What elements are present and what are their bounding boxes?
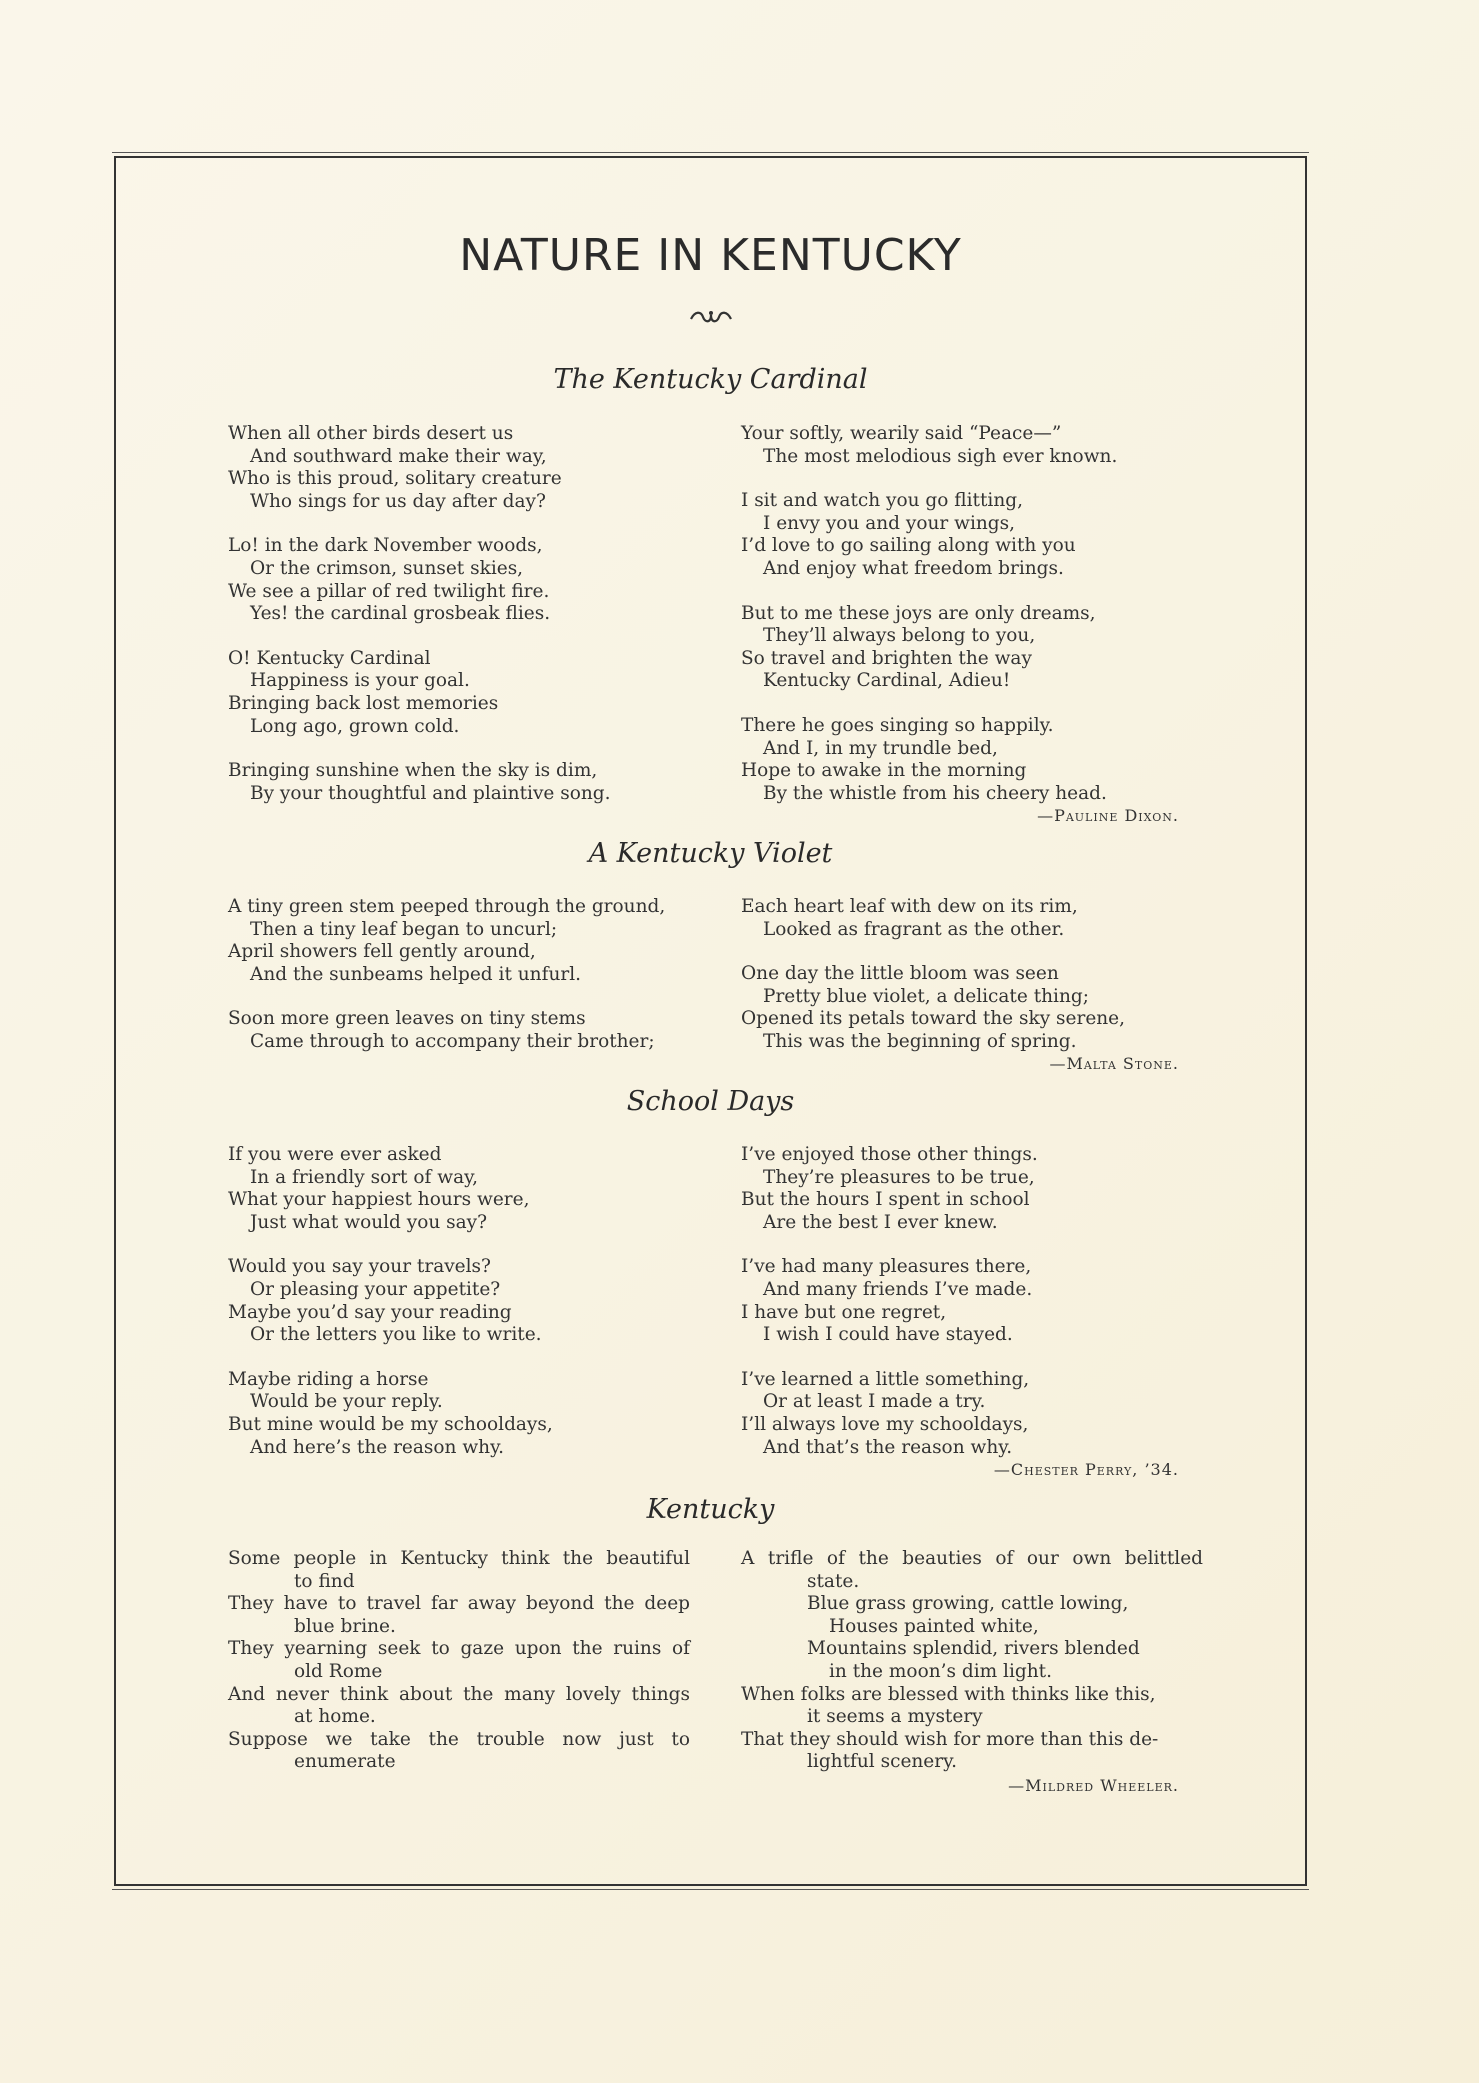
poem-line: April showers fell gently around, (228, 941, 536, 963)
poem-title-cardinal: The Kentucky Cardinal (553, 364, 868, 395)
poem-line: Or pleasing your appetite? (250, 1278, 501, 1300)
poem-line: Hope to awake in the morning (741, 760, 1027, 782)
poem-line: I envy you and your wings, (763, 512, 1015, 534)
poem-line: lightful scenery. (807, 1751, 957, 1773)
poem-line: O! Kentucky Cardinal (228, 647, 431, 669)
poem-line: There he goes singing so happily. (741, 714, 1054, 736)
poem-line: I’ve had many pleasures there, (741, 1256, 1032, 1278)
poem-line: When folks are blessed with thinks like this, (741, 1683, 1156, 1705)
stanza (228, 423, 611, 513)
poem-line: One day the little bloom was seen (741, 963, 1059, 985)
poem-line: If you were ever asked (228, 1144, 442, 1165)
poem-line: In a friendly sort of way, (250, 1166, 478, 1188)
poem-line: Bringing back lost memories (228, 692, 499, 714)
page-title: NATURE IN KENTUCKY (459, 230, 962, 281)
poem-line: They’re pleasures to be true, (763, 1166, 1035, 1188)
poem-kentucky-left-column (228, 1548, 690, 1774)
ornament-flourish-icon (116, 306, 1305, 331)
poem-line: in the moon’s dim light. (829, 1660, 1052, 1682)
poem-line: When all other birds desert us (228, 423, 514, 444)
poem-line: at home. (294, 1706, 376, 1728)
poem-line: Would you say your travels? (228, 1256, 491, 1278)
poem-line: And many friends I’ve made. (763, 1278, 1033, 1300)
poem-line: I sit and watch you go flitting, (741, 490, 1023, 512)
poem-line: to find (294, 1570, 355, 1592)
poem-line: What your happiest hours were, (228, 1189, 530, 1211)
poem-line: old Rome (294, 1660, 383, 1682)
poem-line: And never think about the many lovely things (228, 1683, 690, 1705)
poem-line: They yearning seek to gaze upon the ruins of (228, 1638, 690, 1660)
poem-line: Who sings for us day after day? (250, 490, 546, 512)
poem-line: I wish I could have stayed. (763, 1324, 1013, 1346)
poem-line: Your softly, wearily said “Peace—” (741, 423, 1062, 444)
poem-line: Just what would you say? (250, 1211, 488, 1233)
poem-school-days-left-column (228, 1144, 553, 1481)
poem-title-kentucky: Kentucky (646, 1494, 775, 1525)
stanza (228, 1256, 553, 1346)
poem-line: Lo! in the dark November woods, (228, 535, 543, 557)
poem-line: it seems a mystery (807, 1706, 983, 1728)
author-pauline-dixon: —Pauline Dixon. (1037, 806, 1179, 825)
poem-line: Pretty blue violet, a delicate thing; (763, 985, 1089, 1007)
poem-line: And the sunbeams helped it unfurl. (250, 963, 581, 985)
author-chester-perry: —Chester Perry, ’34. (993, 1460, 1179, 1479)
stanza (228, 896, 665, 986)
poem-line: Opened its petals toward the sky serene, (741, 1008, 1126, 1030)
poem-line: The most melodious sigh ever known. (763, 445, 1118, 467)
stanza (228, 535, 611, 625)
stanza (228, 760, 611, 805)
poem-line: A trifle of the beauties of our own belittled (741, 1548, 1203, 1569)
poem-line: Who is this proud, solitary creature (228, 468, 562, 490)
stanza (228, 1369, 553, 1459)
poem-line: Mountains splendid, rivers blended (807, 1638, 1140, 1660)
poem-line: Suppose we take the trouble now just to (228, 1728, 690, 1750)
stanza (228, 648, 611, 738)
poem-line: And I, in my trundle bed, (763, 737, 998, 759)
poem-line: By your thoughtful and plaintive song. (250, 782, 611, 804)
poem-violet-right-column (741, 896, 1125, 1076)
stanza (741, 490, 1117, 580)
poem-line: I’ve learned a little something, (741, 1368, 1030, 1390)
poem-line: And enjoy what freedom brings. (763, 557, 1064, 579)
stanza (741, 896, 1125, 941)
poem-line: Or at least I made a try. (763, 1391, 986, 1413)
poem-line: Houses painted white, (829, 1615, 1039, 1637)
author-mildred-wheeler: —Mildred Wheeler. (1008, 1776, 1179, 1795)
poem-line: Happiness is your goal. (250, 670, 470, 692)
poem-line: They’ll always belong to you, (763, 625, 1036, 647)
poem-line: Blue grass growing, cattle lowing, (807, 1593, 1129, 1615)
stanza (741, 1369, 1038, 1459)
poem-line: And here’s the reason why. (250, 1436, 504, 1458)
poem-line: Bringing sunshine when the sky is dim, (228, 760, 598, 782)
poem-title-school-days: School Days (626, 1086, 795, 1117)
poem-line: And southward make their way, (250, 445, 547, 467)
poem-line: I’ve enjoyed those other things. (741, 1144, 1038, 1165)
poem-line: Maybe you’d say your reading (228, 1301, 512, 1323)
poem-line: Long ago, grown cold. (250, 715, 460, 737)
poem-cardinal-right-column (741, 423, 1117, 827)
poem-line: I’ll always love my schooldays, (741, 1413, 1029, 1435)
poem-line: So travel and brighten the way (741, 647, 1032, 669)
stanza (228, 1144, 553, 1234)
stanza (741, 423, 1117, 468)
poem-line: That they should wish for more than this de- (741, 1728, 1159, 1750)
poem-kentucky-right-column (741, 1548, 1203, 1774)
poem-line: Each heart leaf with dew on its rim, (741, 896, 1078, 917)
stanza (741, 715, 1117, 805)
poem-line: Are the best I ever knew. (763, 1211, 998, 1233)
poem-line: Or the crimson, sunset skies, (250, 557, 524, 579)
poem-line: Came through to accompany their brother; (250, 1030, 655, 1052)
poem-line: This was the beginning of spring. (763, 1030, 1077, 1052)
poem-line: By the whistle from his cheery head. (763, 782, 1107, 804)
poem-line: And that’s the reason why. (763, 1436, 1013, 1458)
poem-line: A tiny green stem peeped through the ground, (228, 896, 666, 917)
stanza (741, 603, 1117, 693)
stanza (741, 1256, 1038, 1346)
poem-violet-left-column (228, 896, 665, 1076)
stanza (741, 963, 1125, 1053)
stanza (228, 1008, 665, 1053)
poem-line: Soon more green leaves on tiny stems (228, 1008, 586, 1030)
poem-line: Would be your reply. (250, 1391, 443, 1413)
poem-line: But to me these joys are only dreams, (741, 602, 1096, 624)
poem-line: But mine would be my schooldays, (228, 1413, 553, 1435)
poem-line: state. (807, 1570, 860, 1592)
poem-line: Some people in Kentucky think the beautiful (228, 1548, 690, 1569)
poem-line: I’d love to go sailing along with you (741, 535, 1076, 557)
poem-line: Kentucky Cardinal, Adieu! (763, 670, 1011, 692)
poem-school-days-right-column (741, 1144, 1038, 1481)
stanza (741, 1144, 1038, 1234)
poem-line: Yes! the cardinal grosbeak flies. (250, 603, 551, 625)
poem-line: Looked as fragrant as the other. (763, 918, 1065, 940)
poem-line: But the hours I spent in school (741, 1189, 1030, 1211)
poem-title-violet: A Kentucky Violet (588, 838, 833, 869)
poem-line: blue brine. (294, 1615, 396, 1637)
author-malta-stone: —Malta Stone. (1049, 1054, 1179, 1073)
poem-line: We see a pillar of red twilight fire. (228, 580, 550, 602)
page-frame (114, 156, 1307, 1886)
poem-cardinal-left-column (228, 423, 611, 827)
poem-line: They have to travel far away beyond the deep (228, 1593, 690, 1615)
poem-line: Then a tiny leaf began to uncurl; (250, 918, 558, 940)
poem-line: Maybe riding a horse (228, 1368, 429, 1390)
poem-line: Or the letters you like to write. (250, 1324, 542, 1346)
poem-line: enumerate (294, 1751, 396, 1773)
poem-line: I have but one regret, (741, 1301, 947, 1323)
